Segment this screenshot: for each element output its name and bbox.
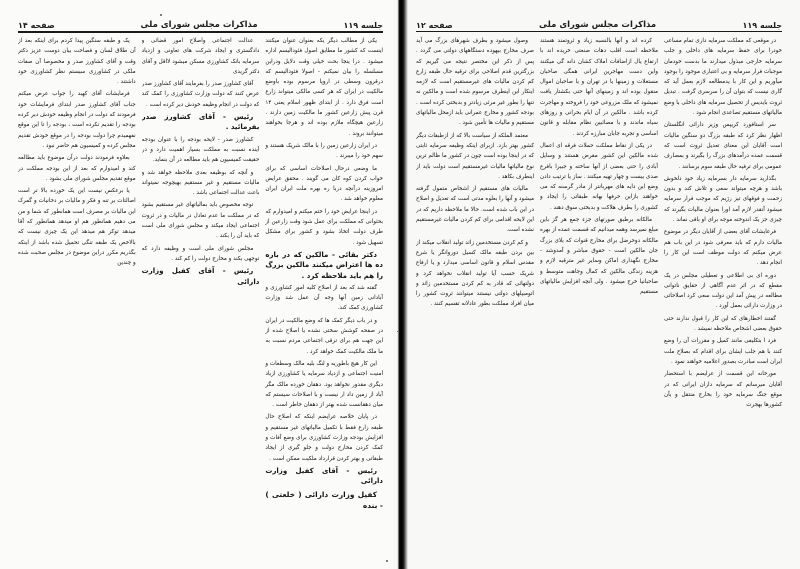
- paragraph: معتمد الملکه از سیاست بالا که از ازطبقات دیگر کشور بهتر بازد. ازبرای اینکه وظیفه سرمایه ثابتی که در اینجا بوده است چون در کشور ما ظالم ترین نوع مالیاتها مالیات غیرمستقیم است دولت باید از اینطرف بکاهد .: [416, 132, 534, 180]
- paragraph: دوره ای بی اطلاعی و تعطیلی مجلس در یک مقطع که در اثر عدم آگاهی از حقایق ناتوانی مطالعه در پیش آمد این دولت سعی کرد اصلاحاتی در وزارت دارائی بعمل آورد .: [664, 272, 782, 310]
- paragraph: ما وضعی درحال اصلاحات اساسی که برای خواب کردن کوه کان می گویند . محقق عرایض امروزینه درآنچه دربا ره بهره ملت ایران ایران معلوم خواهد شد .: [265, 165, 383, 203]
- paragraph: و در باب دیگر کمک ها که وضع مالکیت در ایران در صفحه کوشش سختی نشده یا اصلاح شده از این جهت هم برای ترقی اجتماعی مردم نسبت به ما ملک مالکیت کمک خواهد کرد .: [265, 317, 383, 355]
- paragraph: توجه مخصوص باید بمالیاتهای غیر مستقیم بشود که در مملکت ما عدم تعادل در مالیات و در ثروت اجتماعی ایجاد میکند و مجلس شورای ملی است که باید آن را بکند .: [141, 202, 260, 240]
- speaker-line: رئیس - آقای کفیل وزارت دارائی: [141, 267, 260, 286]
- speaker-heading: کفیل وزارت دارائی ( خلعتی ) - بنده: [265, 490, 383, 510]
- paragraph: و آنچه که بوظیفه بعدی ملاحظه خواهد شد و مالیات مستقیم و غیر مستقیم بهیچوجه نمیتواند باعث عدالت اجتماعی باشد .: [141, 169, 260, 197]
- paragraph: در یکی از نقاط مملکت حملات فرقه ای اعمال شده مالکین این کشور مقرض هستند و وسایل آبادی را حتی بعضی از آنها ساخته و جبیرا بافرع صدی بیست و چهار تهیه میکنند . ساز یا ترتیب دادن وضع این دایه های مهربانتر از مادر گرسنه که می خواهند بازاین حرفها بهانه طبقاتی را ایجاد و کشوری را بطرف هلاکت و بدبختی سوق دهند .: [540, 142, 658, 211]
- paragraph: در موقعی که مملکت سرمایه داری تمام مساعی خودرا برای حفظ سرمایه های داخلی و جلب سرمایه خارجی مبذول میدارند ما بدست خودمان موجبات فرار سرمایه و بی اعتباری موجود را بوجود میآوریم و این کار با یدمطالعه لازم بعمل آید که گاری نیست که بتوان آن را سرسری گرفت . تبدیل ثروت بایدیس از تحصیل سرمایه های داخلی با وضع مالیاتهای مستقیم تصاعدی انجام شود .: [664, 38, 782, 117]
- paragraph: مجلس شورای ملی است و وظیفه دارد که توجهی بکند و مخارج دولت را کم کند .: [141, 245, 260, 262]
- right-column-1: [664, 36, 782, 549]
- paragraph: در اینجا عرایض خود را ختم میکنم و امیدوارم که بحثوانی که مملکت برای عمل شود وقت زارعین از طرف دولت اتخاذ بشود و کشور برای مشکل تسهیل شود .: [265, 208, 383, 246]
- paragraph: مالکانه برطبق صورتهای جزء جمع هر گز باین مبلغ نمیرسد وهمه میدانیم که قسمت عمده از بهره مالکانه دوحرضل برای مخارج قنوات که بلای بزرگ جان مالکین است - حقوق مباشر و آمدوشد - مخارج نگهداری اماکن وسایر غیر مترقبه لازم و هزینه زندگی مالکین که کمال وجاهت متوسط و صاحبانیا خرج میشود . ولی آنچه افزایش مالیاتهای مستقیم: [540, 217, 658, 296]
- right-page-header: [416, 16, 782, 30]
- left-page-number: صفحه ۱۴: [18, 21, 55, 30]
- paragraph: سر استافورد کریپس وزیر دارائی انگلستان اظهار نظر کرد که طبقه بزرگ دو سنگین مالیات است آقایان این معنای تعدیل ثروت است که قسمت عمده درآمدهای بزرگ را بگیرند و بمصارف عمومی برای ترفیه حال طبقه سوم برسانند .: [664, 122, 782, 170]
- left-header-rule: [18, 31, 383, 33]
- right-page-number: صفحه ۱۲: [416, 21, 453, 30]
- speaker-paragraph: دکتر بقائی - مالکین که در باره ده ها اعتراض میکنند مالکین بزرگ را هم باید ملاحظه کرد .: [265, 250, 383, 280]
- paragraph: مالیات های مستقیم از اشخاص متمول گرفته میشود و آنها را بعلوه مدتی است که تعدیل و اصلاح در این باب شده است. حالا ما ملاحظه داریم که در این لایحه اقدامی برای کم کردن مالیات غیرمستقیم نشده است.: [416, 186, 534, 234]
- right-column-2: [540, 36, 658, 549]
- paragraph: فرد ا بتکلیفی مانند کمیل و مقررات آن را وضع کنند با هم جلب ایشان برای اقدام که بصلاح ملت ایران است مبادرت بصدور اعلامیه خواهند نمود .: [664, 338, 782, 365]
- paragraph: در پایان خلاصه عرایضم اینکه که اصلاح حال طبقه زارع فقط با تکمیل مالیاتهای غیر مستقیم و افزایش بودجه وزارت کشاورزی برای وضع آفات و کمک کردن مخارج دولت و جلو گیری از ایجاد طبقاتی و بهتر کردن قرارداد ملکیت ممکن است .: [265, 414, 383, 462]
- paragraph: یا برعکس نیست این یک خورده بالا تر است اصالتات بر تنه و فکر و مالیات بر دخانیات و گمرک این مالیات بر مصرف است همانطور که شما و من می دهیم همانطور هم او میدهد همانطور که آقا میدهد توکر هم میدهد این یک چیزی نیست که بالاخص یک طبقه تنگی تحمیل شده باشد از اینکه بگذریم مکرر دراین موضوع در مجلس صحبت شده و چندین: [17, 188, 136, 267]
- left-session-number: جلسه ۱۱۹: [343, 21, 383, 30]
- right-column-3: [416, 36, 534, 549]
- left-running-title: مذاکرات مجلس شورای ملی: [140, 20, 258, 30]
- right-session-number: جلسه ۱۱۹: [742, 21, 782, 30]
- paragraph: آقای کشاورز صدر را بفرمایند آقای کشاورز صدر عرض کنند که دولت وزارت کشاورزی را کمک کند که دولت در انجام وظیفه خودش دیر کرده است .: [141, 81, 260, 108]
- right-running-title: مذاکرات مجلس شورای ملی: [539, 20, 657, 30]
- paragraph: وصول میشود و بطرف شهرهای بزرگ می آید صرف مخارج بیهوده دستگاههای دولتی می گردد . پس از ذکر این مختصر نتیجه می گیریم که بزرگترین قدم اصلاحی برای ترقیه حال طبقه زارع کم کردن مالیات های غیرمستقیم است که لازمه اینکار این اینطرف مرسوم شده است و مالکین نه تنها را بطور غیر مرئی زیادتر و بدبختی کرده است . بودجه کشور و مخارج عمرانی باید ازمحل مالیاتهای مستقیم و مالیات ها تأمین شود .: [416, 38, 534, 127]
- paragraph: بگذارید سرمایه دار بسرمایه زیاد خود دلخوش باشد و هرچه میتواند سعی و تلاش کند و بدون زحمت و فوقهای تیز رژیم که موجب فرار سرمایه میشود آنقدر لازم آمد اورا بعنوان مالیات بگیرند که چیزی جز یک اندوخته موجه برای او باقی نماند .: [664, 175, 782, 224]
- paragraph: و کم کردن مستخدمین زائد تولید انقلاب میکند از بین بردن طبقه مالک کسیل دوروانگر یا شرع مقدس اسلام و قانون اساسی میدارد و یا ارفاع شریک حسب آیا تولید انقلاب نخواهد کرد و دولتهائی که قادر به کم کردن مستخدمین زائد و اتومبیلهای دولتی نیستند میتوانند ثروت کشور را میان افراد مملکت بطور عادلانه تقسیم کنند .: [416, 239, 534, 308]
- paragraph: یکی از مطالب دیگر یکه بعنوان عنوان میکنند اینست که کشور ما مطابق اصول فئودالیسم اداره میشود . درا ینجا بحث خیلی وقت دلایل ودراین مسلسله را بیان نمیکنم - اصولا فئودالیسم که درقرون وسطی در اروپا مرسوم بوده باوضع مالکیت در ایران که هر کسی مالکی میتواند زارع است فرق دارد . از ابتدای ظهور اسلام یعنی ۱۴ قرن پیش زارعین کشور ما مالکیت زمین دارند . زارعین هیچگاه ملازم بوده اند و هرجا بخواهند میتوانند بروند .: [265, 38, 383, 137]
- paragraph: کشاورز صدر - لایحه بودجه را با عنوان بودجه آینده نسبت به مملکت بسیار اهمیت دارد و در حقیقت کمیسیون هم باید مطالعه در آن بنماید.: [141, 136, 260, 164]
- paragraph: کرده اند و آنها بالنسبه زیاد و ثروتمند هستند ملاحظه است اقلب دهات صنعتی خریده اند با ارتفاع یال ازاضافات املاک کشان دانه گی میکنند واین دست مهاجرین ایرانی همگی صاحبان مستغلات و زمینها یا در تهران و یا صاحبان اموال منقول بوده اند و زمینهای آنها حتی بکشتار یافت نمیشود که ملک مزروعی خود را فروخته و مهاجرت کرده باشد . مالکین در آن ایام بحرانی و روزهای سیاه ماندند و با مصائبین نظام مقابله و قانون اساسی و تجربه جابان مبارزه کردند .: [540, 38, 658, 137]
- left-column-3: [18, 36, 136, 549]
- paragraph: گفتند اخطارهای که این کار را قبول ندارند حتی حقوق بعضی اشخاص ملاحظه نمیشد .: [664, 315, 782, 333]
- speaker-line: رئیس - آقای کشاورز صدر بفرمائید .: [141, 113, 260, 132]
- right-header-rule: [416, 31, 782, 32]
- scan-speck: [397, 331, 398, 332]
- paragraph: فرعایشات آقای بعضی از آقایان دیگر در موضوع مالیات دارم که باید معرفی شود در این باب هم عرض میکنم که دولت موظف است این کار را انجام دهد .: [664, 229, 782, 267]
- paragraph: فرمایشات آقای کهبد را جواب عرض میکنم جناب آقای کشاورز صدر ابتدای فرمایشات خود فرمودند که دولت در انجام وظیفه خودش دیر کرده بودجه را تقدیم نکرده است ، بودجه را تا این موقع نفهمیدم چرا دولت بودجه را در موقع خودش تقدیم مجلس کرده و کمیسیون هم حاضر نبود .: [17, 91, 136, 149]
- left-page: [0, 0, 393, 569]
- paragraph: یک و طبقه سنگین پیدا کردم برای اینکه بعد از آن طلاق لسان و فصاحت بیان دوست عزیز دکتر وقت و آقای کشاورز صدر و مخصوصا آن صفات ملکی در کشاورزی سیستم نظر کشاورزی خود داشتند .: [17, 38, 136, 86]
- left-page-columns: [18, 36, 383, 549]
- right-page-columns: [416, 36, 782, 549]
- left-column-1: [265, 36, 383, 549]
- paragraph: بعلاوه فرمودند دولت درآن موضوع باید مطالعه کند و امیدوارم که بعد از این بودجه مملکت در موقع تقدیم مجلس شورای ملی بشود .: [17, 155, 136, 182]
- paragraph: مورخانه این قسمت از عرایضم با استحضار آقایان میرسانم که سرمایه داران ایرانی که در موقع جنگ سرمایه خود را بخارج منتقل و بآن کشورها بهجرت: [664, 371, 782, 409]
- scan-speck: [386, 560, 388, 562]
- paragraph: گفته شد که بعد از اصلاح کلیه امور کشاورزی و آبادانی زمین آنها وجه آن عمل شد وزارت کشاورزی کمک کند.: [265, 284, 383, 312]
- book-gutter: [393, 0, 408, 569]
- left-column-2: [142, 36, 260, 549]
- paragraph: عدالت اجتماعی واصلاح امور قضائی و دادگستری و ایجاد شرکت های تعاونی و ازدیاد سرمایه بانک کشاورزی مسکن میشود لااقل و آقای دکتر گریدی: [141, 38, 260, 75]
- right-page: [408, 0, 800, 569]
- left-page-header: [18, 16, 383, 30]
- speaker-line: رئیس - آقای کفیل وزارت دارائی: [265, 466, 383, 486]
- scan-speck: [160, 14, 162, 16]
- paragraph: در ایران زارعین زمین را با مالک شریک هستند و سهم خود را میبرند .: [265, 142, 383, 160]
- paragraph: این کار هیچ باطوریه و لنگ بلیه مالک وسطعات و امنیت اجتماعی و ازدیاد سرمایه یا کشاورزی ازیاد دیگری مقدور نخواهد بود. دهقان خورده مالک مگر آباد از زمین داد ار نیست و با اصلاحات سیستم که میان دهقانست شده بهتر از دهقان خاطر است .: [265, 360, 383, 409]
